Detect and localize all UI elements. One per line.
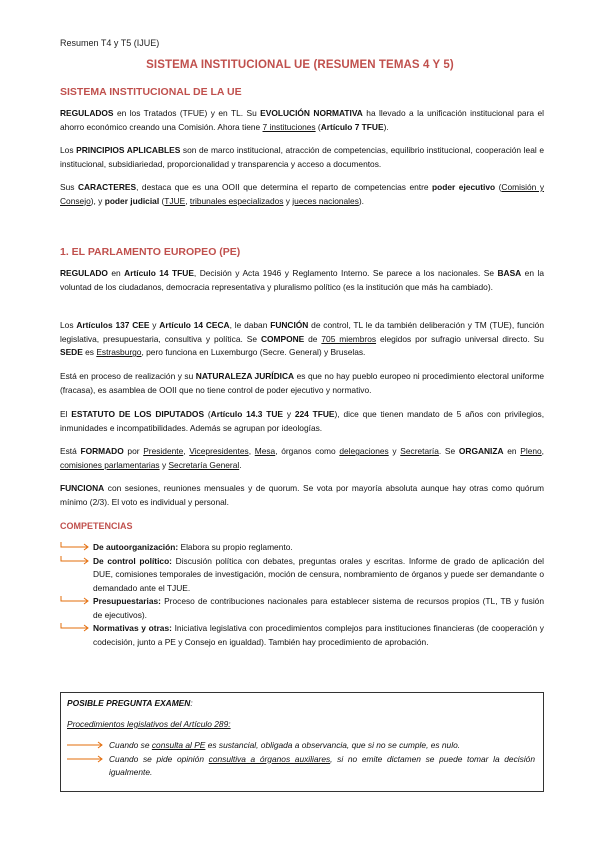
list-item: Cuando se consulta al PE es sustancial, obligada a observancia, que si no se cumple, es nulo. xyxy=(67,739,535,753)
list-item: Normativas y otras: Iniciativa legislativa con procedimientos complejos para instituciones financieras (de cooperación y codecisión, junto a PE y Consejo en igualdad). También hay procedimiento de aprobación. xyxy=(60,622,544,649)
arrow-right-icon xyxy=(60,556,90,566)
exam-question-box xyxy=(60,692,544,792)
list-item: De autoorganización: Elabora su propio reglamento. xyxy=(60,541,544,555)
list-item: Presupuestarias: Proceso de contribuciones nacionales para establecer sistema de recursos propios (TL, TB y fusión de ejecutivos). xyxy=(60,595,544,622)
arrow-right-icon xyxy=(67,754,105,764)
list-item: De control político: Discusión política con debates, preguntas orales y escritas. Informe de grado de aplicación del DUE, comisiones temporales de investigación, moción de censura, nombramiento de órganos y puede ser demandante o demandado ante el TJUE. xyxy=(60,555,544,596)
paragraph-pe-estatuto: El ESTATUTO DE LOS DIPUTADOS (Artículo 14.3 TUE y 224 TFUE), dice que tienen mandato de 5 años con privilegios, inmunidades e incompatibilidades. Además se agrupan por ideologías. xyxy=(60,409,545,433)
paragraph-pe-funciona: FUNCIONA con sesiones, reuniones mensuales y de quorum. Se vota por mayoría absoluta aunque hay otras como quórum mínimo (2/3). El voto es individual y personal. xyxy=(60,483,544,507)
document-title: SISTEMA INSTITUCIONAL UE (RESUMEN TEMAS 4 Y 5) xyxy=(146,59,454,71)
arrow-right-icon xyxy=(67,740,105,750)
paragraph-pe-formado: Está FORMADO por Presidente, Vicepresidentes, Mesa, órganos como delegaciones y Secretaría. Se ORGANIZA en Pleno, comisiones parlamentarias y Secretaría General. xyxy=(60,446,544,470)
paragraph-pe-naturaleza: Está en proceso de realización y su NATURALEZA JURÍDICA es que no hay pueblo europeo ni procedimiento electoral uniforme (fracasa), es asamblea de OOII que no tiene control de poder ejecutivo y normativo. xyxy=(60,371,544,395)
arrow-right-icon xyxy=(60,542,90,552)
arrow-right-icon xyxy=(60,596,90,606)
paragraph-principios: Los PRINCIPIOS APLICABLES son de marco institucional, atracción de competencias, equilibrio institucional, cooperación leal e institucional, subsidiariedad, proporcionalidad y transparencia y acceso a documentos. xyxy=(60,145,544,169)
arrow-right-icon xyxy=(60,623,90,633)
exam-box-list xyxy=(67,739,535,780)
section-title-sistema-institucional: SISTEMA INSTITUCIONAL DE LA UE xyxy=(60,86,242,98)
paragraph-pe-regulado: REGULADO en Artículo 14 TFUE, Decisión y Acta 1946 y Reglamento Interno. Se parece a los nacionales. Se BASA en la voluntad de los ciudadanos, democracia representativa y pluralismo político (es la institución que más ha cambiado). xyxy=(60,268,544,292)
paragraph-caracteres: Sus CARACTERES, destaca que es una OOII que determina el reparto de competencias entre poder ejecutivo (Comisión y Consejo), y poder judicial (TJUE, tribunales especializados y jueces nacionales). xyxy=(60,182,545,206)
header-note: Resumen T4 y T5 (IJUE) xyxy=(60,38,160,48)
paragraph-pe-funcion: Los Artículos 137 CEE y Artículo 14 CECA, le daban FUNCIÓN de control, TL le da también deliberación y TM (TUE), función legislativa, presupuestaria, consultiva y política. Se COMPONE de 705 miembros elegidos por sufragio universal directo. Su SEDE es Estrasburgo, pero funciona en Luxemburgo (Secre. General) y Bruselas. xyxy=(60,320,544,357)
exam-box-subtitle: Procedimientos legislativos del Artículo 289: xyxy=(67,719,231,729)
exam-box-label: POSIBLE PREGUNTA EXAMEN: xyxy=(67,698,193,708)
list-item: Cuando se pide opinión consultiva a órganos auxiliares, si no emite dictamen se puede tomar la decisión igualmente. xyxy=(67,753,535,780)
paragraph-regulados: REGULADOS en los Tratados (TFUE) y en TL. Su EVOLUCIÓN NORMATIVA ha llevado a la unificación institucional para el ahorro económico creando una Comisión. Ahora tiene 7 instituciones (Artículo 7 TFUE). xyxy=(60,108,544,132)
subsection-title-competencias: COMPETENCIAS xyxy=(60,521,133,531)
section-title-parlamento-europeo: 1. EL PARLAMENTO EUROPEO (PE) xyxy=(60,246,241,258)
competencias-list xyxy=(60,541,544,649)
